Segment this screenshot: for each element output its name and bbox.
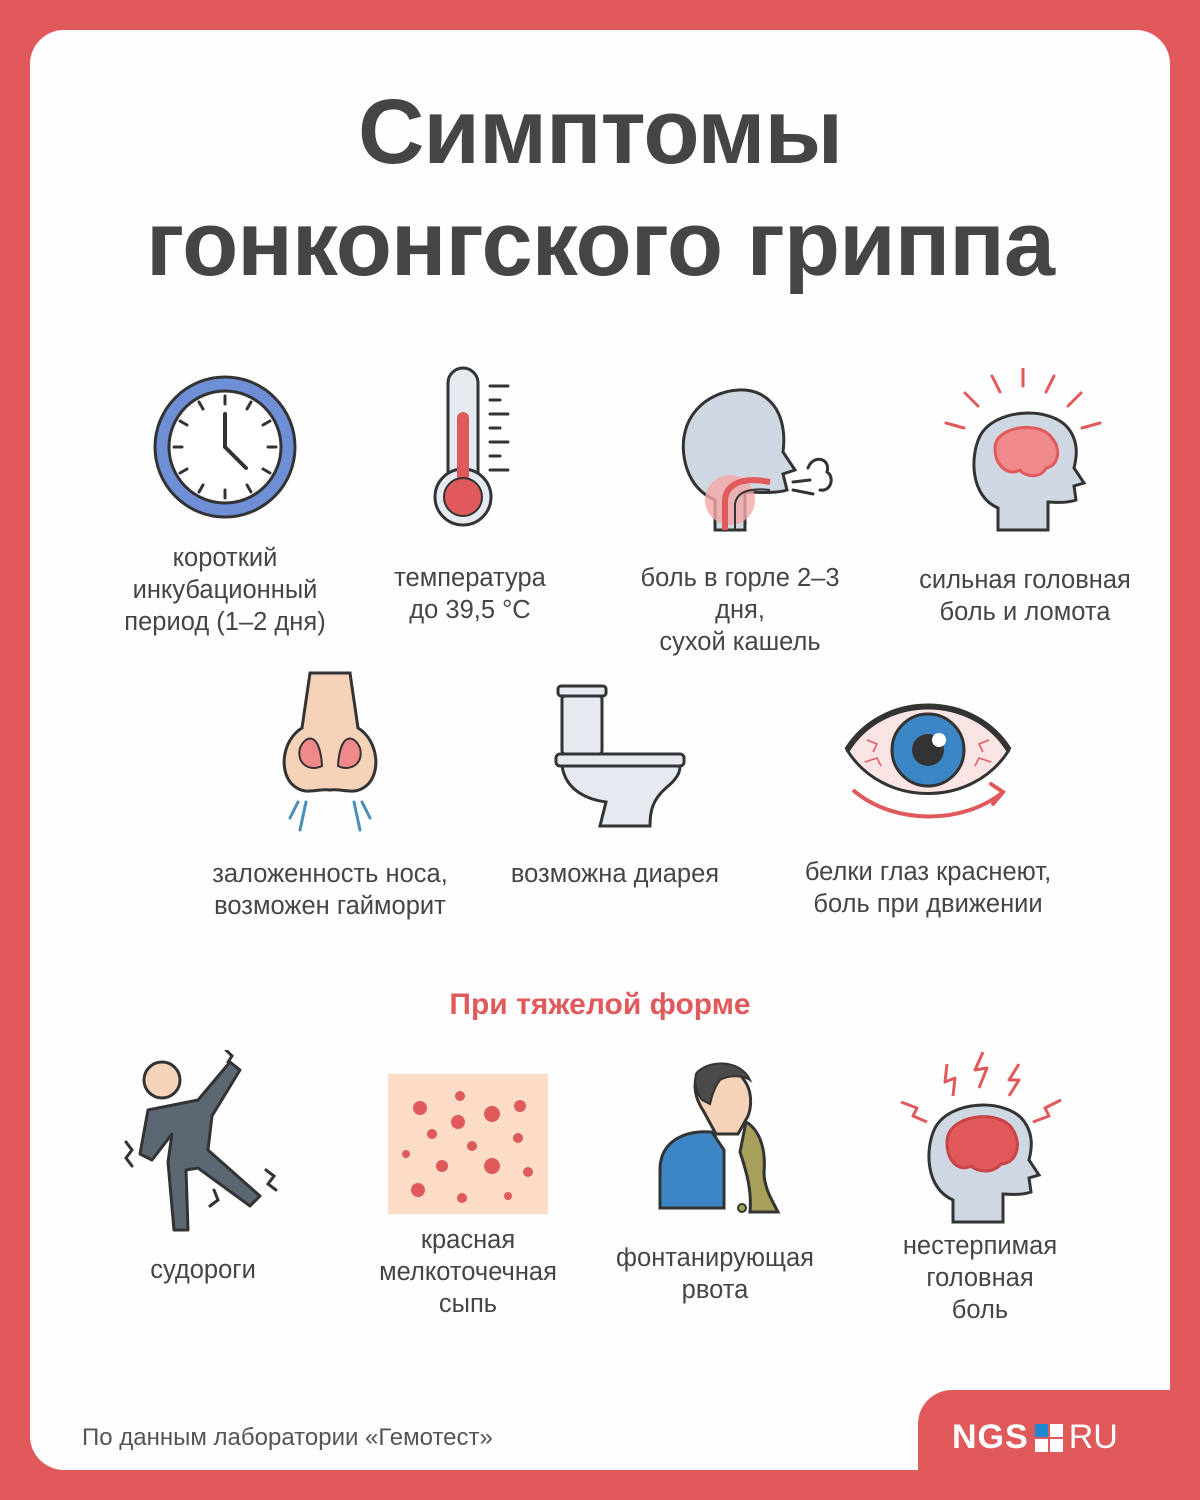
vomiting-icon	[640, 1060, 790, 1220]
symptom-label: температура до 39,5 °C	[394, 564, 546, 624]
clock-icon	[150, 372, 300, 522]
symptom-headache	[919, 368, 1131, 626]
symptom-nose	[212, 668, 448, 920]
rash-icon	[388, 1074, 548, 1214]
symptom-label: сильная головная боль и ломота	[919, 566, 1131, 626]
severe-headache-icon	[895, 1050, 1065, 1225]
nose-icon	[270, 668, 390, 833]
symptom-label: боль в горле 2–3 дня, сухой кашель	[640, 564, 840, 656]
seizure-icon	[118, 1050, 288, 1235]
severe-headache	[895, 1050, 1065, 1324]
logo-squares-icon	[1035, 1424, 1063, 1452]
symptom-label: короткий инкубационный период (1–2 дня)	[124, 544, 326, 636]
severe-label: фонтанирующая рвота	[616, 1244, 814, 1304]
symptom-incubation	[124, 372, 326, 636]
severe-seizures	[118, 1050, 288, 1284]
thermometer-icon	[390, 362, 550, 532]
severe-rash	[379, 1074, 557, 1318]
severe-label: нестерпимая головная боль	[902, 1232, 1058, 1324]
symptom-label: возможна диарея	[510, 860, 720, 888]
toilet-icon	[540, 682, 690, 832]
ngs-logo: NGS RU	[952, 1418, 1118, 1456]
severe-vomiting	[616, 1060, 814, 1304]
severe-label: красная мелкоточечная сыпь	[379, 1226, 557, 1318]
page-title-line2: гонконгского гриппа	[145, 193, 1054, 295]
cough-throat-icon	[645, 382, 835, 532]
source-note: По данным лаборатории «Гемотест»	[82, 1424, 493, 1451]
page-title-line1: Симптомы	[357, 81, 843, 183]
symptom-label: заложенность носа, возможен гайморит	[212, 860, 448, 920]
symptom-diarrhea	[510, 682, 720, 888]
symptom-temperature	[390, 362, 550, 624]
severe-section-title: При тяжелой форме	[449, 988, 751, 1021]
severe-label: судороги	[150, 1256, 256, 1284]
symptom-label: белки глаз краснеют, боль при движении	[804, 858, 1052, 918]
headache-icon	[940, 368, 1110, 533]
symptom-red-eyes	[804, 700, 1052, 918]
symptom-throat-cough	[640, 382, 840, 656]
red-eye-icon	[843, 700, 1013, 825]
